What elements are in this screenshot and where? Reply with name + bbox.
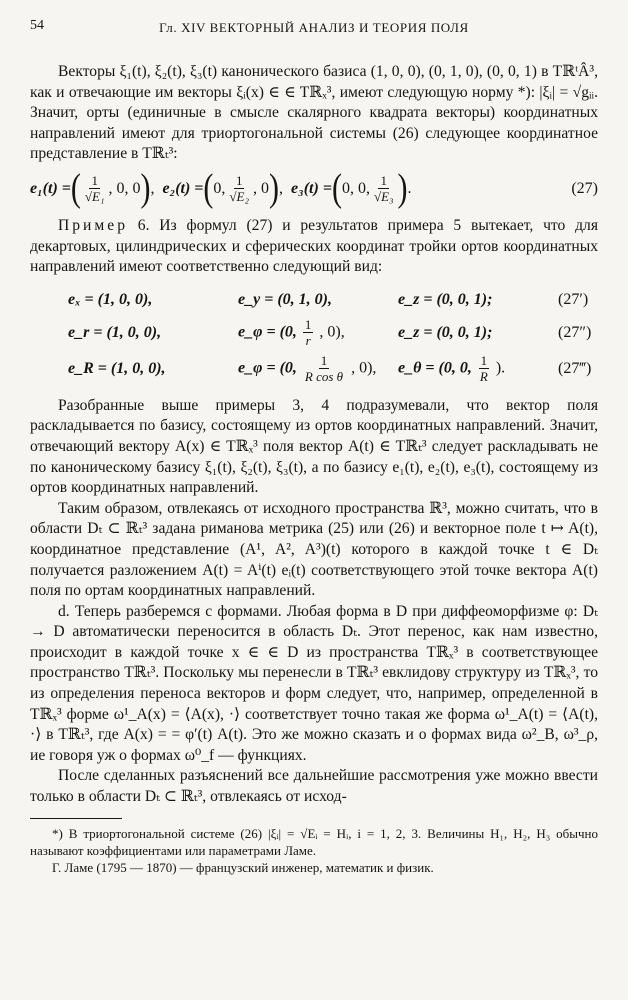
eq27-zero: 0	[261, 179, 270, 197]
equation-label: (27″)	[558, 324, 592, 342]
eq27-zero: 0	[341, 179, 350, 197]
paren-open-icon: (	[331, 166, 342, 210]
eq-cell: e_z = (0, 0, 1);	[398, 324, 493, 342]
equation-row-cylindrical	[30, 317, 598, 350]
fraction-1-over-Rcos	[303, 354, 345, 384]
eq-cell	[238, 318, 398, 348]
equation-label: (27‴)	[558, 359, 592, 377]
fraction-1-over-sqrt-E3	[372, 174, 396, 204]
paren-open-icon: (	[70, 166, 81, 210]
footnote-divider	[30, 818, 122, 819]
book-page	[30, 18, 598, 876]
eq27-zero: 0	[116, 179, 125, 197]
paragraph-riemann-metric: Таким образом, отвлекаясь от исходного пространства ℝ³, можно считать, что в области Dₜ ⊂ ℝₜ³ задана риманова метрика (25) или (26) и векторное поле t ↦ A(t), координатное представление (A¹, A², A³)(t) которого в каждой точке t ∈ Dₜ получается разложением A(t) = Aⁱ(t) eᵢ(t) соответствующего этой точке вектора A(t) поля по ортам координатных направлений.	[30, 499, 598, 600]
equation-27-body: e₁(t) = ( $\frac{1}{\text{√E₁}}$ , 0 , 0 ) , e₂(t) = ( 0 , $\frac{1}{\text{√E₂}}$ , 0 ) , e₃(t) = ( 0 , 0 , $\frac{1}{\text{√E₃}}$ ) .	[30, 166, 412, 210]
fraction-1-over-r	[303, 318, 314, 348]
paren-close-icon: )	[397, 166, 408, 210]
frac-den: √E₃	[373, 188, 394, 204]
eq-cell-pre: e_φ = (0,	[238, 359, 297, 377]
page-number: 54	[30, 18, 44, 33]
paragraph-decomposition: Разобранные выше примеры 3, 4 подразумевали, что вектор поля раскладывается по базису, состоящему из ортов координатных направлений. Значит, отвечающий вектору A(x) ∈ Tℝₓ³ поля вектор A(t) ∈ Tℝₜ³ следует раскладывать не по каноническому базису ξ₁(t), ξ₂(t), ξ₃(t), а по базису e₁(t), e₂(t), e₃(t), состоящему из ортов координатных направлений.	[30, 396, 598, 497]
example-heading: Пример	[58, 216, 128, 234]
equation-label: (27)	[571, 179, 598, 197]
equation-row-cartesian	[30, 284, 598, 317]
paren-open-icon: (	[203, 166, 214, 210]
eq27-e3: e₃(t) =	[291, 179, 332, 197]
paren-close-icon: )	[140, 166, 151, 210]
footnote-lame-coefficients: *) В триортогональной системе (26) |ξᵢ| = √Eᵢ = Hᵢ, i = 1, 2, 3. Величины H₁, H₂, H₃ обычно называют коэффициентами или параметрами Ламе.	[30, 825, 598, 858]
frac-num: 1	[235, 172, 243, 188]
eq-cell: e_y = (0, 1, 0),	[238, 291, 332, 309]
eq-cell-post: , 0),	[351, 359, 377, 377]
paragraph-forms: d. Теперь разберемся с формами. Любая форма в D при диффеоморфизме φ: Dₜ → D автоматически переносится в область Dₜ. Этот перенос, как нам известно, происходит в каждой точке x ∈ ∈ D из пространства Tℝₓ³ в соответствующее пространство Tℝₜ³. Поскольку мы перенесли в Tℝₜ³ евклидову структуру из Tℝₓ³, то из определения переноса векторов и форм следует, что, например, определенной в Tℝₓ³ форме ω¹_A(x) = ⟨A(x), ·⟩ соответствует точно такая же форма ω¹_A(t) = ⟨A(t), ·⟩ в Tℝₜ³, где A(x) = = φ′(t) A(t). Это же можно сказать и о формах вида ω²_B, ω³_ρ, ие говоря уж о формах ω⁰_f — функциях.	[30, 602, 598, 764]
eq-cell: e_z = (0, 0, 1);	[398, 291, 493, 309]
frac-num: 1	[480, 352, 488, 368]
eq27-e1: e₁(t) =	[30, 179, 71, 197]
eq27-zero: 0	[357, 179, 366, 197]
frac-num: 1	[320, 352, 328, 368]
fraction-1-over-sqrt-E2	[227, 174, 251, 204]
frac-den: R	[479, 368, 488, 384]
eq-cell	[238, 354, 398, 384]
equation-block-27-variants	[30, 284, 598, 388]
eq-cell-post: ).	[495, 359, 506, 377]
eq27-zero: 0	[132, 179, 141, 197]
eq-cell: e_r = (1, 0, 0),	[68, 324, 162, 342]
eq27-zero: 0	[213, 179, 222, 197]
paren-close-icon: )	[269, 166, 280, 210]
paragraph-canonical-basis: Векторы ξ₁(t), ξ₂(t), ξ₃(t) канонического базиса (1, 0, 0), (0, 1, 0), (0, 0, 1) в TℝᵗÂ³, как и отвечающие им векторы ξᵢ(x) ∈ ∈ Tℝₓ³, имеют следующую норму *): |ξᵢ| = √gᵢᵢ. Значит, орты (единичные в смысле скалярного квадрата векторы) координатных направлений имеют для триортогональной системы (26) следующее координатное представление в Tℝₜ³:	[30, 63, 598, 163]
footnote-lame-bio: Г. Ламе (1795 — 1870) — французский инженер, математик и физик.	[52, 859, 434, 875]
eq-cell: e_R = (1, 0, 0),	[68, 359, 166, 377]
eq-cell	[398, 354, 558, 384]
frac-num: 1	[91, 172, 98, 188]
equation-27	[30, 166, 598, 210]
fraction-1-over-R	[478, 354, 490, 384]
equation-row-spherical	[30, 350, 598, 388]
page-header	[30, 18, 598, 42]
frac-den: r	[305, 333, 311, 349]
eq-cell-pre: e_φ = (0,	[238, 323, 297, 341]
eq-cell: eₓ = (1, 0, 0),	[68, 291, 153, 309]
paragraph-example-6	[30, 216, 598, 278]
fraction-1-over-sqrt-E1	[83, 174, 107, 204]
eq-cell-pre: e_θ = (0, 0,	[398, 359, 472, 377]
frac-den: √E₁	[84, 188, 105, 204]
example-text: 6. Из формул (27) и результатов примера 5 вытекает, что для декартовых, цилиндрических и сферических координат тройки ортов координатных направлений имеют соответственно следующий вид:	[30, 216, 598, 276]
paragraph-conclusion: После сделанных разъяснений все дальнейшие рассмотрения уже можно ввести только в области Dₜ ⊂ ℝₜ³, отвлекаясь от исход-	[30, 767, 598, 806]
eq-cell-post: , 0),	[319, 323, 345, 341]
running-title: Гл. XIV ВЕКТОРНЫЙ АНАЛИЗ И ТЕОРИЯ ПОЛЯ	[159, 20, 469, 35]
frac-den: √E₂	[229, 188, 250, 204]
eq27-e2: e₂(t) =	[162, 179, 204, 197]
frac-num: 1	[304, 317, 312, 333]
frac-num: 1	[380, 172, 387, 188]
equation-label: (27′)	[558, 291, 589, 309]
frac-den: R cos θ	[304, 368, 344, 384]
